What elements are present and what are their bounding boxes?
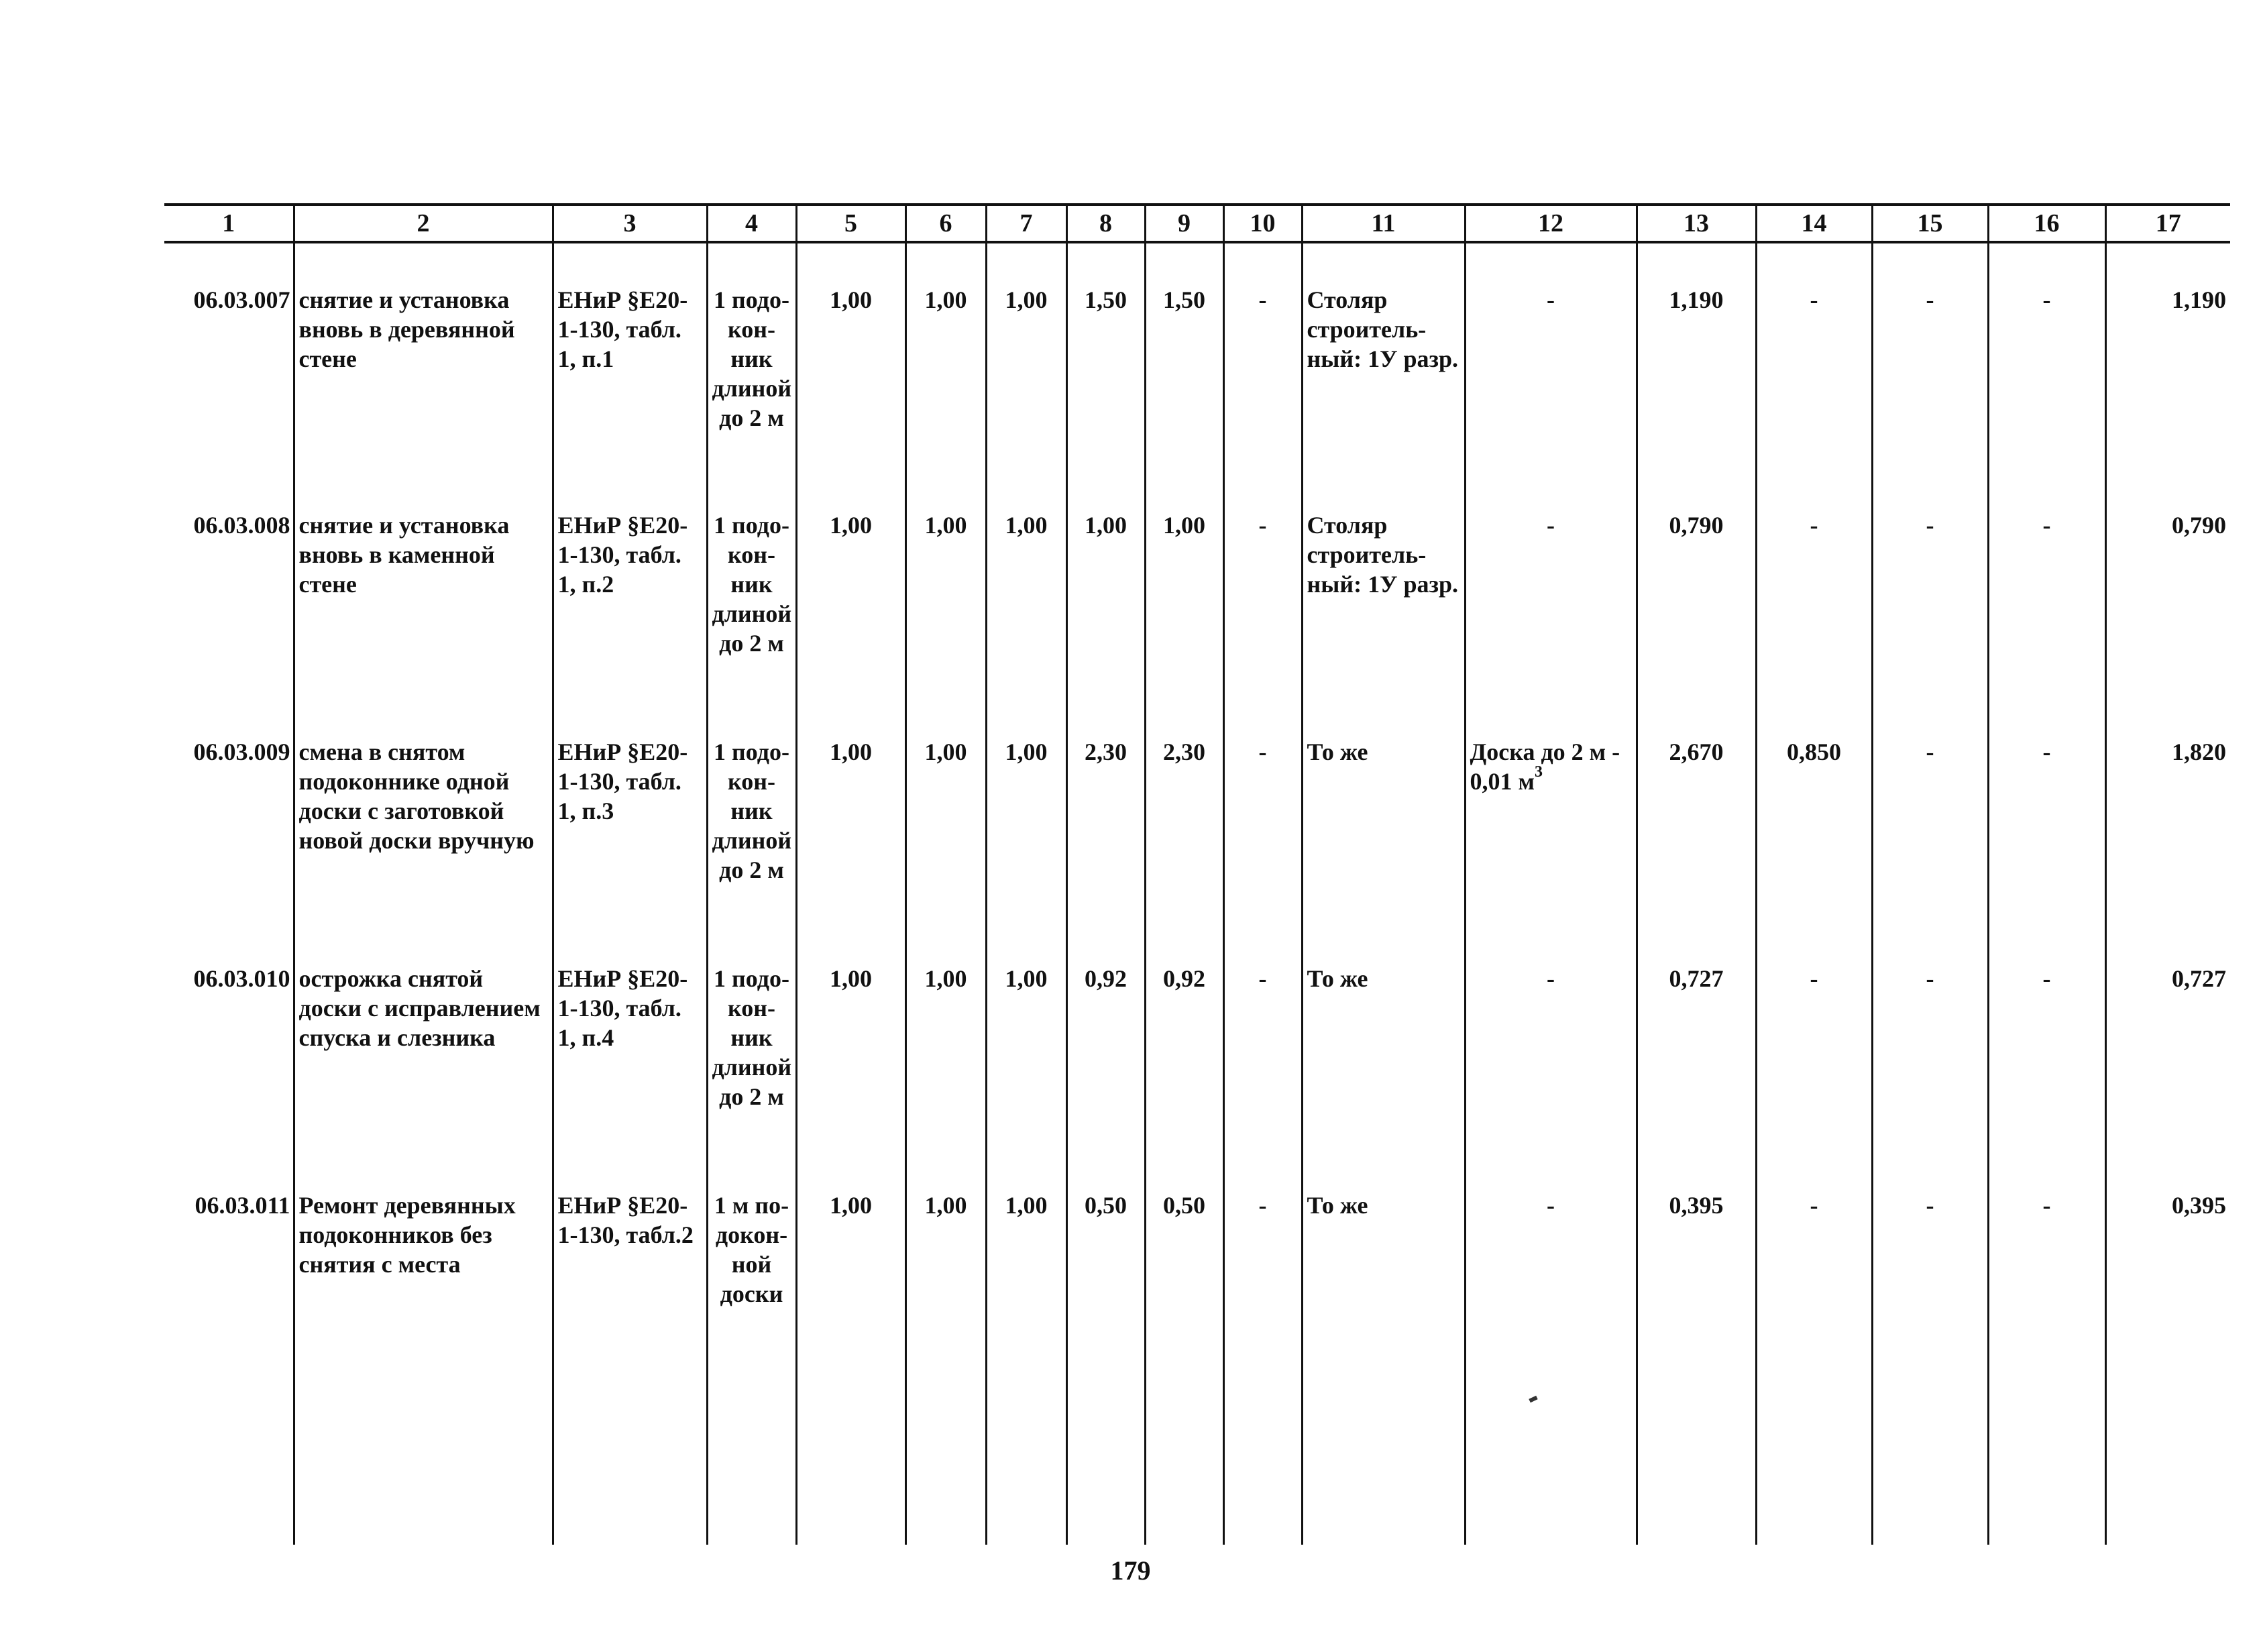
table-row <box>164 922 2230 1149</box>
row-source: ЕНиР §Е20-1-130, табл. 1, п.3 <box>553 696 707 922</box>
row-c17: 0,395 <box>2105 1149 2230 1545</box>
col-header-9: 9 <box>1145 205 1223 242</box>
row-c16: - <box>1988 1149 2105 1545</box>
row-name: смена в снятом подоконнике одной доски с заготовкой новой доски вручную <box>294 696 553 922</box>
col-header-12: 12 <box>1465 205 1637 242</box>
row-c9: 1,00 <box>1145 469 1223 696</box>
row-materials: - <box>1465 1149 1637 1545</box>
row-c5: 1,00 <box>796 242 905 469</box>
row-c16: - <box>1988 696 2105 922</box>
col-header-1: 1 <box>164 205 294 242</box>
col-header-13: 13 <box>1637 205 1756 242</box>
row-c14: 0,850 <box>1756 696 1872 922</box>
row-c14: - <box>1756 469 1872 696</box>
row-c7: 1,00 <box>986 696 1066 922</box>
column-number-row <box>164 205 2230 242</box>
row-c6: 1,00 <box>905 242 986 469</box>
row-c5: 1,00 <box>796 922 905 1149</box>
col-header-15: 15 <box>1872 205 1988 242</box>
row-c16: - <box>1988 922 2105 1149</box>
row-source: ЕНиР §Е20-1-130, табл. 1, п.2 <box>553 469 707 696</box>
col-header-2: 2 <box>294 205 553 242</box>
row-c17: 0,790 <box>2105 469 2230 696</box>
row-c13: 0,395 <box>1637 1149 1756 1545</box>
col-header-4: 4 <box>707 205 796 242</box>
row-c13: 2,670 <box>1637 696 1756 922</box>
row-materials: - <box>1465 469 1637 696</box>
row-workers: Столяр строитель-ный: 1У разр. <box>1302 469 1465 696</box>
row-c10: - <box>1223 242 1302 469</box>
row-c7: 1,00 <box>986 469 1066 696</box>
row-workers: Столяр строитель-ный: 1У разр. <box>1302 242 1465 469</box>
row-c10: - <box>1223 469 1302 696</box>
row-c7: 1,00 <box>986 922 1066 1149</box>
row-c10: - <box>1223 922 1302 1149</box>
row-unit: 1 подо-кон-ник длиной до 2 м <box>707 469 796 696</box>
row-unit: 1 подо-кон-ник длиной до 2 м <box>707 242 796 469</box>
row-c5: 1,00 <box>796 1149 905 1545</box>
row-code: 06.03.008 <box>164 469 294 696</box>
row-c17: 1,820 <box>2105 696 2230 922</box>
row-c6: 1,00 <box>905 469 986 696</box>
row-materials-cell <box>1465 696 1637 922</box>
row-c8: 2,30 <box>1066 696 1145 922</box>
row-name: Ремонт деревянных подоконников без снятия с места <box>294 1149 553 1545</box>
row-c8: 1,00 <box>1066 469 1145 696</box>
col-header-11: 11 <box>1302 205 1465 242</box>
row-c13: 0,790 <box>1637 469 1756 696</box>
row-c9: 2,30 <box>1145 696 1223 922</box>
row-source: ЕНиР §Е20-1-130, табл. 1, п.4 <box>553 922 707 1149</box>
col-header-8: 8 <box>1066 205 1145 242</box>
row-code: 06.03.011 <box>164 1149 294 1545</box>
row-c14: - <box>1756 1149 1872 1545</box>
row-c15: - <box>1872 469 1988 696</box>
col-header-16: 16 <box>1988 205 2105 242</box>
row-unit: 1 подо-кон-ник длиной до 2 м <box>707 696 796 922</box>
row-c9: 0,92 <box>1145 922 1223 1149</box>
col-header-10: 10 <box>1223 205 1302 242</box>
row-code: 06.03.007 <box>164 242 294 469</box>
row-c16: - <box>1988 469 2105 696</box>
row-name: снятие и установка вновь в деревянной стене <box>294 242 553 469</box>
row-c7: 1,00 <box>986 242 1066 469</box>
row-unit: 1 подо-кон-ник длиной до 2 м <box>707 922 796 1149</box>
row-c15: - <box>1872 696 1988 922</box>
row-c10: - <box>1223 1149 1302 1545</box>
row-unit: 1 м по-докон-ной доски <box>707 1149 796 1545</box>
row-workers: То же <box>1302 1149 1465 1545</box>
row-code: 06.03.010 <box>164 922 294 1149</box>
row-c14: - <box>1756 242 1872 469</box>
col-header-5: 5 <box>796 205 905 242</box>
row-c7: 1,00 <box>986 1149 1066 1545</box>
row-c8: 0,50 <box>1066 1149 1145 1545</box>
row-source: ЕНиР §Е20-1-130, табл.2 <box>553 1149 707 1545</box>
row-c13: 1,190 <box>1637 242 1756 469</box>
row-c13: 0,727 <box>1637 922 1756 1149</box>
row-workers: То же <box>1302 696 1465 922</box>
row-c6: 1,00 <box>905 696 986 922</box>
row-workers: То же <box>1302 922 1465 1149</box>
row-materials: - <box>1465 242 1637 469</box>
row-c6: 1,00 <box>905 922 986 1149</box>
row-name: острожка снятой доски с исправлением спуска и слезника <box>294 922 553 1149</box>
table-row <box>164 696 2230 922</box>
row-materials: - <box>1465 922 1637 1149</box>
col-header-6: 6 <box>905 205 986 242</box>
row-c8: 0,92 <box>1066 922 1145 1149</box>
page-number: 179 <box>1110 1555 1151 1586</box>
row-c10: - <box>1223 696 1302 922</box>
table-row <box>164 242 2230 469</box>
col-header-17: 17 <box>2105 205 2230 242</box>
row-source: ЕНиР §Е20-1-130, табл. 1, п.1 <box>553 242 707 469</box>
row-materials-exponent: 3 <box>1535 763 1543 781</box>
row-c8: 1,50 <box>1066 242 1145 469</box>
table-row <box>164 469 2230 696</box>
norms-table <box>164 203 2230 1545</box>
row-c15: - <box>1872 242 1988 469</box>
table-row <box>164 1149 2230 1545</box>
row-c9: 1,50 <box>1145 242 1223 469</box>
row-c5: 1,00 <box>796 696 905 922</box>
row-materials <box>1470 737 1632 796</box>
row-c17: 1,190 <box>2105 242 2230 469</box>
row-materials-text: Доска до 2 м - 0,01 м <box>1470 738 1620 795</box>
row-c5: 1,00 <box>796 469 905 696</box>
row-c14: - <box>1756 922 1872 1149</box>
col-header-7: 7 <box>986 205 1066 242</box>
row-c15: - <box>1872 922 1988 1149</box>
col-header-14: 14 <box>1756 205 1872 242</box>
row-c17: 0,727 <box>2105 922 2230 1149</box>
row-c15: - <box>1872 1149 1988 1545</box>
row-name: снятие и установка вновь в каменной стене <box>294 469 553 696</box>
row-c16: - <box>1988 242 2105 469</box>
row-c9: 0,50 <box>1145 1149 1223 1545</box>
col-header-3: 3 <box>553 205 707 242</box>
row-c6: 1,00 <box>905 1149 986 1545</box>
row-code: 06.03.009 <box>164 696 294 922</box>
